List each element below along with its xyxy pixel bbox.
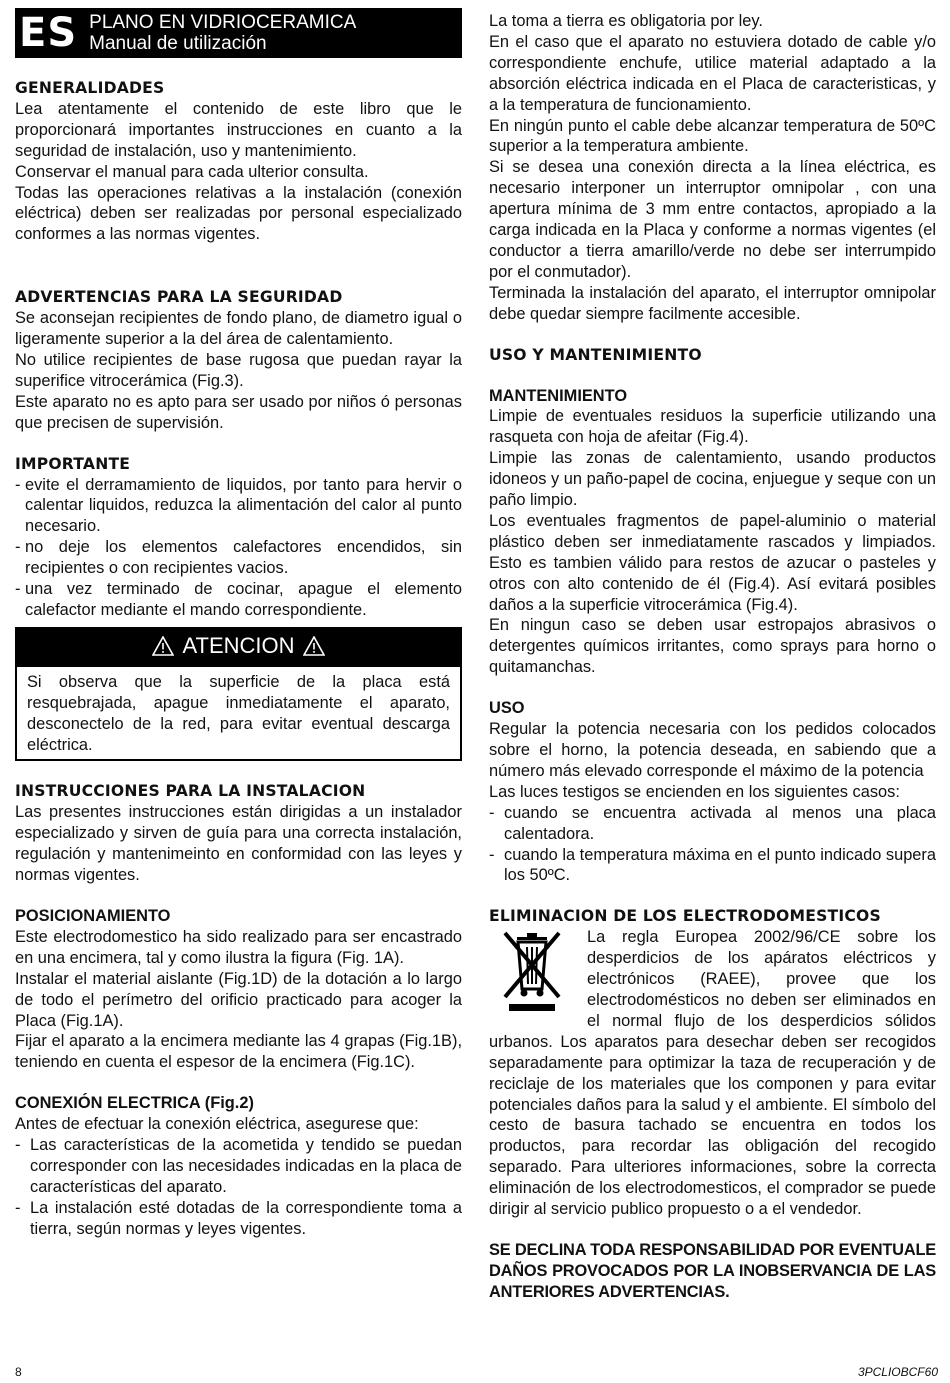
posicionamiento-heading: POSICIONAMIENTO (15, 907, 171, 925)
atencion-banner (15, 627, 462, 665)
instalacion-paragraph: Las presentes instrucciones están dirigidas a un instalador especializado y sirven de guía para una correcta instalación, regulación y mantenimeinto en conformidad con las leyes y normas vigentes. (15, 803, 462, 885)
list-item: - cuando la temperatura máxima en el punto indicado supera los 50ºC. (489, 845, 936, 887)
list-item: - cuando se encuentra activada al menos una placa calentadora. (489, 803, 936, 845)
disclaimer: SE DECLINA TODA RESPONSABILIDAD POR EVENTUALE DAÑOS PROVOCADOS POR LA INOBSERVANCIA DE LAS ANTERIORES ADVERTENCIAS. (489, 1240, 936, 1301)
warning-icon (303, 636, 325, 656)
document-header (15, 8, 462, 58)
document-title: PLANO EN VIDRIOCERAMICA (89, 12, 357, 33)
generalidades-paragraph: Lea atentamente el contenido de este libro que le proporcionará importantes instrucciones en cuanto a la seguridad de instalación, uso y mantenimiento. (15, 99, 462, 160)
generalidades-heading: GENERALIDADES (15, 79, 165, 97)
importante-heading: IMPORTANTE (15, 454, 131, 473)
eliminacion-paragraph: La regla Europea 2002/96/CE sobre los desperdicios de los apáratos eléctricos y electrónicos (RAEE), provee que los electrodomésticos no deben ser eliminados en el normal flujo de los desperdicios sólidos urbanos. Los aparatos para desechar deben ser recogidos separadamente para optimizar la taza de recuperación y de reciclaje de los materiales que los componen y para evitar potenciales daños para la salud y el ambiente. El símbolo del cesto de basura tachado se encuentra en todos los productos, para recordar las obligación del recogido separado. Para ulteriores informaciones, sobre la correcta eliminación de los electrodomesticos, el comprador se puede dirigir al servicio publico propuesto o a el vendedor. (489, 928, 936, 1219)
uso-heading: USO (489, 699, 525, 718)
mantenimiento-paragraph: Los eventuales fragmentos de papel-aluminio o material plástico deben ser inmediatamente rascados y limpiados. Esto es tambien válido para restos de azucar o pasteles y otros con alto contenido de él (Fig.4). Así evitará posibles daños a la superficie vitrocerámica (Fig.4). (489, 511, 936, 614)
posicionamiento-paragraph: Fijar el aparato a la encimera mediante las 4 grapas (Fig.1B), teniendo en cuenta el espesor de la encimera (Fig.1C). (15, 1032, 462, 1072)
mantenimiento-heading: MANTENIMIENTO (489, 386, 628, 405)
uso-paragraph: Regular la potencia necesaria con los pedidos colocados sobre el horno, la potencia deseada, en sabiendo que a número más elevado corresponde el máximo de la potencia (489, 720, 936, 780)
generalidades-paragraph: Todas las operaciones relativas a la instalación (conexión eléctrica) deben ser realizadas por personal especializado conformes a las normas vigentes. (15, 183, 462, 244)
eliminacion-block (489, 927, 936, 1220)
left-column (15, 8, 462, 1240)
advertencias-paragraph: No utilice recipientes de base rugosa que puedan rayar la superifice vitrocerámica (Fig.3). (15, 350, 462, 390)
right-column (489, 11, 936, 1303)
document-subtitle: Manual de utilización (89, 33, 267, 54)
mantenimiento-paragraph: En ningun caso se deben usar estropajos abrasivos o detergentes químicos irritantes, como sprays para horno o quitamanchas. (489, 616, 936, 677)
conexion-list (15, 1135, 462, 1240)
posicionamiento-paragraph: Instalar el material aislante (Fig.1D) de la dotación a lo largo de todo el perímetro del orificio practicado para acoger la Placa (Fig.1A). (15, 969, 462, 1030)
instalacion-heading: INSTRUCCIONES PARA LA INSTALACION (15, 782, 366, 801)
generalidades-paragraph: Conservar el manual para cada ulterior consulta. (15, 162, 369, 181)
list-item: - Las características de la acometida y tendido se puedan corresponder con las necesidades indicadas en la placa de características del aparato. (15, 1135, 462, 1198)
eliminacion-heading: ELIMINACION DE LOS ELECTRODOMESTICOS (489, 907, 881, 926)
list-item: - evite el derramamiento de liquidos, por tanto para hervir o calentar liquidos, reduzca la alimentación del calor al punto necesario. (15, 475, 462, 538)
advertencias-heading: ADVERTENCIAS PARA LA SEGURIDAD (15, 288, 343, 307)
conexion-paragraph: Si se desea una conexión directa a la línea eléctrica, es necesario interponer un interruptor omnipolar , con una apertura mínima de 3 mm entre contactos, apropiado a la carga indicada en la Placa y conforme a normas vigentes (el conductor a tierra amarillo/verde no debe ser interrumpido por el conmutador). (489, 158, 936, 281)
mantenimiento-paragraph: Limpie de eventuales residuos la superficie utilizando una rasqueta con hoja de afeitar (Fig.4). (489, 407, 936, 447)
mantenimiento-paragraph: Limpie las zonas de calentamiento, usando productos idoneos y un paño-papel de cocina, enjuegue y seque con un paño limpio. (489, 449, 936, 510)
conexion-heading (15, 1093, 462, 1114)
conexion-paragraph: Terminada la instalación del aparato, el interruptor omnipolar debe quedar siempre facilmente accesible. (489, 283, 936, 323)
advertencias-paragraph: Este aparato no es apto para ser usado por niños ó personas que precisen de supervisión. (15, 392, 462, 432)
crossed-bin-icon (491, 927, 573, 1013)
page-number: 8 (15, 1365, 22, 1379)
conexion-paragraph: La toma a tierra es obligatoria por ley. (489, 12, 763, 30)
importante-list (15, 475, 462, 621)
conexion-paragraph: Antes de efectuar la conexión eléctrica, asegurese que: (15, 1115, 419, 1134)
conexion-paragraph: En el caso que el aparato no estuviera dotado de cable y/o correspondiente enchufe, utilice material adaptado a la absorción eléctrica indicada en el Placa de caracteristicas, y a la temperatura de funcionamiento. (489, 32, 936, 114)
list-item: - La instalación esté dotadas de la correspondiente toma a tierra, según normas y leyes vigentes. (15, 1198, 462, 1240)
warning-icon (152, 636, 174, 656)
document-code: 3PCLIOBCF60 (857, 1365, 938, 1379)
atencion-title: ATENCION (182, 632, 295, 658)
conexion-heading-text: CONEXIÓN ELECTRICA (15, 1094, 201, 1113)
atencion-text: Si observa que la superficie de la placa está resquebrajada, apague inmediatamente el aparato, desconectelo de la red, para evitar eventual descarga eléctrica. (27, 672, 450, 754)
uso-list (489, 803, 936, 887)
uso-mantenimiento-heading: USO Y MANTENIMIENTO (489, 345, 702, 364)
conexion-heading-ref: (Fig.2) (204, 1094, 254, 1113)
conexion-paragraph: En ningún punto el cable debe alcanzar temperatura de 50ºC superior a la temperatura ambiente. (489, 116, 936, 156)
advertencias-paragraph: Se aconsejan recipientes de fondo plano, de diametro igual o ligeramente superior a la del área de calentamiento. (15, 309, 462, 349)
list-item: - no deje los elementos calefactores encendidos, sin recipientes o con recipientes vacios. (15, 537, 462, 579)
list-item: - una vez terminado de cocinar, apague el elemento calefactor mediante el mando correspondiente. (15, 579, 462, 621)
uso-paragraph: Las luces testigos se encienden en los siguientes casos: (489, 782, 900, 801)
atencion-box (15, 665, 462, 762)
posicionamiento-paragraph: Este electrodomestico ha sido realizado para ser encastrado en una encimera, tal y como ilustra la figura (Fig. 1A). (15, 927, 462, 967)
language-code: ES (19, 10, 78, 56)
